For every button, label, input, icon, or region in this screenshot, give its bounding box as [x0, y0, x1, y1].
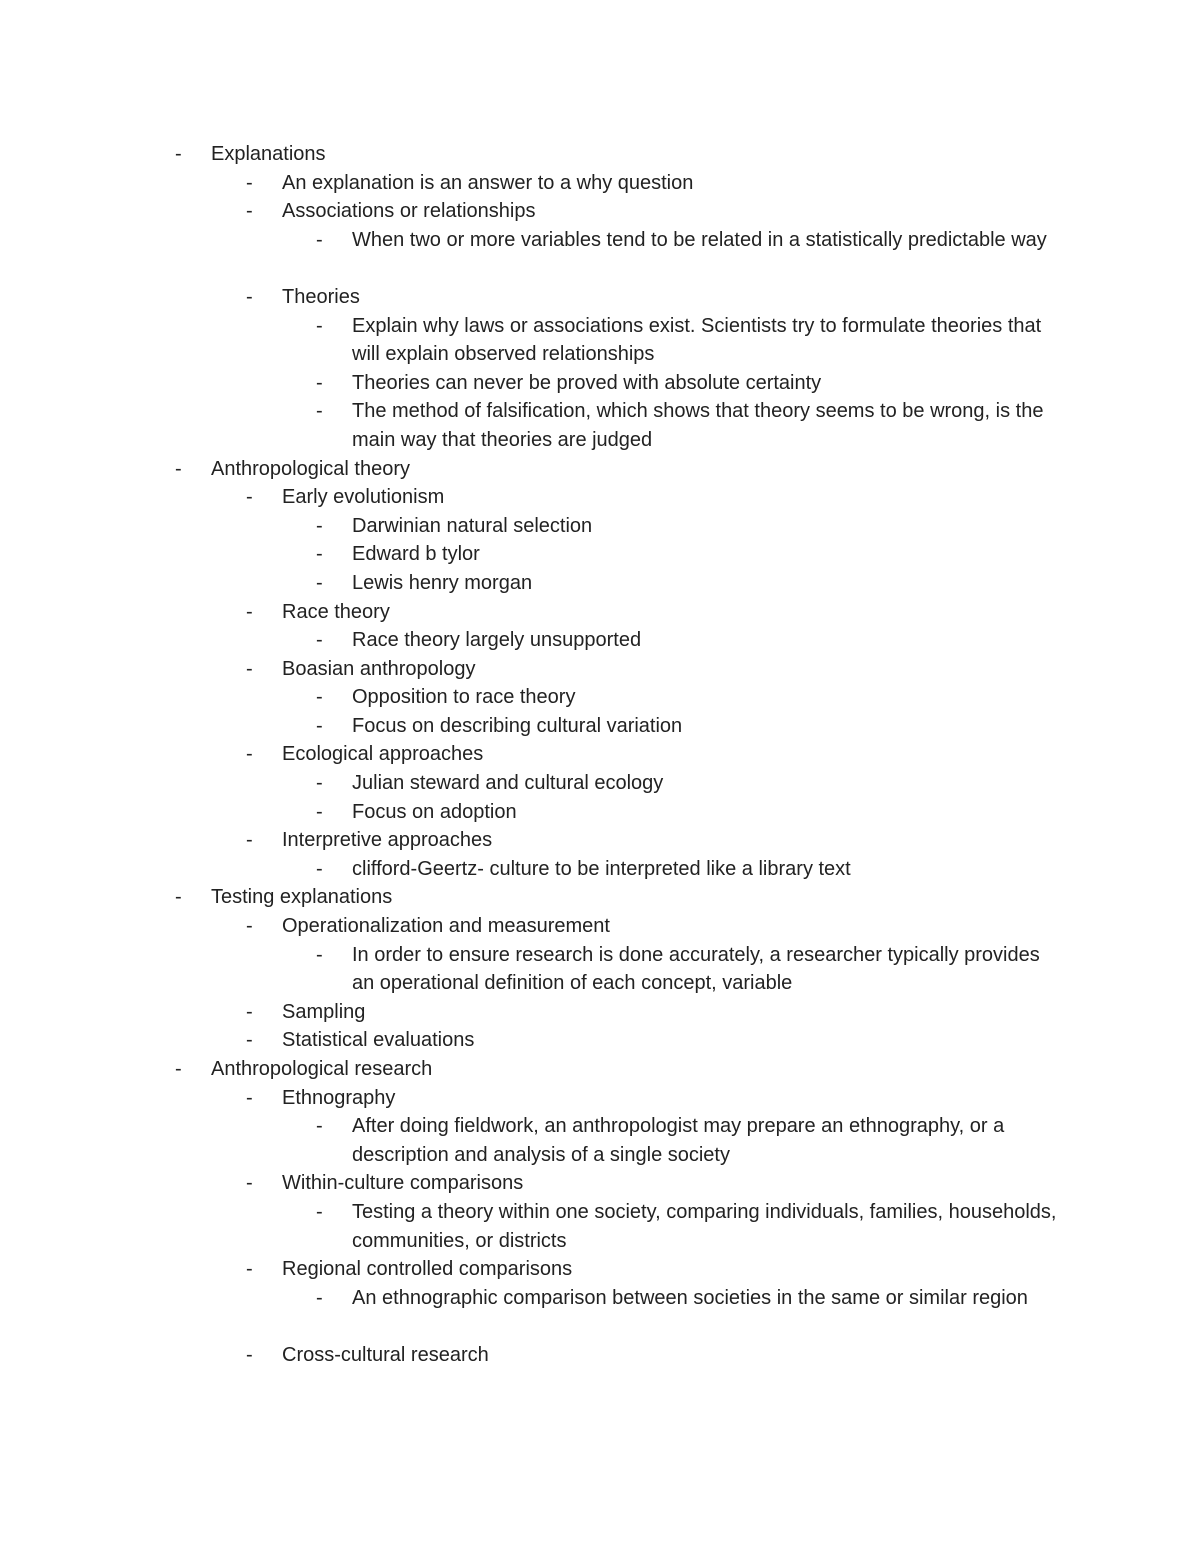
- outline-item-text: Focus on describing cultural variation: [352, 714, 683, 737]
- outline-item-text: An explanation is an answer to a why question: [282, 171, 694, 194]
- outline-item-text: An ethnographic comparison between societies in the same or similar region: [352, 1286, 1028, 1309]
- outline-item-level-1: [0, 1341, 1200, 1370]
- outline-item-level-2: [0, 855, 1200, 884]
- outline-item-level-2: [0, 683, 1200, 712]
- outline-item-text: Ecological approaches: [282, 743, 484, 766]
- outline-item-level-0: [0, 140, 1200, 169]
- bullet-dash: -: [316, 629, 323, 652]
- bullet-dash: -: [246, 486, 253, 509]
- bullet-dash: -: [246, 171, 253, 194]
- bullet-dash: -: [175, 1058, 182, 1080]
- outline-item-level-2: [0, 1284, 1200, 1341]
- outline-item-level-1: [0, 598, 1200, 627]
- outline-item-text: Lewis henry morgan: [352, 571, 533, 594]
- outline-item-text: After doing fieldwork, an anthropologist may prepare an ethnography, or a description and analysis of a single society: [352, 1115, 1005, 1166]
- outline-item-text: clifford-Geertz- culture to be interpreted like a library text: [352, 857, 851, 880]
- bullet-dash: -: [175, 886, 182, 909]
- bullet-dash: -: [316, 800, 323, 823]
- outline-item-text: Focus on adoption: [352, 800, 517, 823]
- outline-item-text: Explanations: [211, 143, 326, 165]
- outline-item-text: Testing explanations: [211, 886, 393, 909]
- bullet-dash: -: [316, 772, 323, 795]
- bullet-dash: -: [316, 514, 323, 537]
- outline-item-text: Anthropological theory: [211, 457, 411, 480]
- outline-item-level-2: [0, 712, 1200, 741]
- outline-item-level-1: [0, 998, 1200, 1027]
- outline-item-level-1: [0, 1255, 1200, 1284]
- outline-item-text: Associations or relationships: [282, 200, 536, 223]
- outline-item-level-2: [0, 569, 1200, 598]
- bullet-dash: -: [316, 686, 323, 709]
- outline-item-text: Anthropological research: [211, 1058, 433, 1080]
- bullet-dash: -: [246, 600, 253, 623]
- bullet-dash: -: [316, 543, 323, 566]
- outline-item-text: Within-culture comparisons: [282, 1172, 524, 1195]
- bullet-dash: -: [316, 571, 323, 594]
- outline-item-level-2: [0, 798, 1200, 827]
- outline-item-text: Cross-cultural research: [282, 1343, 489, 1366]
- outline-item-level-1: [0, 826, 1200, 855]
- outline-item-text: Ethnography: [282, 1086, 396, 1109]
- bullet-dash: -: [316, 714, 323, 737]
- outline-item-level-1: [0, 740, 1200, 769]
- bullet-dash: -: [316, 1200, 323, 1223]
- outline-item-level-1: [0, 655, 1200, 684]
- bullet-dash: -: [316, 400, 323, 423]
- outline-item-level-2: [0, 369, 1200, 398]
- notes-outline: [0, 140, 1200, 1370]
- bullet-dash: -: [316, 1115, 323, 1138]
- bullet-dash: -: [246, 1029, 253, 1052]
- outline-item-text: Testing a theory within one society, comparing individuals, families, households, communities, or districts: [352, 1200, 1057, 1252]
- outline-item-level-2: [0, 312, 1200, 369]
- outline-item-level-2: [0, 769, 1200, 798]
- outline-item-text: Edward b tylor: [352, 543, 480, 566]
- outline-item-text: Race theory largely unsupported: [352, 629, 642, 652]
- outline-item-text: Opposition to race theory: [352, 686, 576, 709]
- outline-item-text: Theories can never be proved with absolute certainty: [352, 371, 822, 394]
- outline-item-text: Early evolutionism: [282, 486, 445, 509]
- outline-item-level-1: [0, 912, 1200, 941]
- bullet-dash: -: [246, 1343, 253, 1366]
- outline-item-text: The method of falsification, which shows that theory seems to be wrong, is the main way that theories are judged: [352, 400, 1044, 451]
- outline-item-text: Interpretive approaches: [282, 829, 493, 852]
- outline-item-level-1: [0, 1026, 1200, 1055]
- outline-item-text: Explain why laws or associations exist. Scientists try to formulate theories that will explain observed relationships: [352, 314, 1042, 366]
- outline-item-level-2: [0, 941, 1200, 998]
- outline-item-level-0: [0, 883, 1200, 912]
- outline-item-text: When two or more variables tend to be related in a statistically predictable way: [352, 228, 1047, 251]
- outline-item-level-1: [0, 1084, 1200, 1113]
- bullet-dash: -: [246, 1000, 253, 1023]
- bullet-dash: -: [246, 1086, 253, 1109]
- outline-item-text: Boasian anthropology: [282, 657, 476, 680]
- bullet-dash: -: [246, 829, 253, 852]
- outline-item-level-2: [0, 1112, 1200, 1169]
- bullet-dash: -: [246, 285, 253, 308]
- bullet-dash: -: [175, 143, 182, 165]
- bullet-dash: -: [316, 857, 323, 880]
- outline-item-level-2: [0, 512, 1200, 541]
- outline-item-text: Darwinian natural selection: [352, 514, 593, 537]
- bullet-dash: -: [246, 1258, 253, 1281]
- outline-item-level-2: [0, 397, 1200, 454]
- outline-item-text: Sampling: [282, 1000, 366, 1023]
- outline-item-level-1: [0, 197, 1200, 226]
- bullet-dash: -: [246, 657, 253, 680]
- bullet-dash: -: [316, 371, 323, 394]
- bullet-dash: -: [316, 314, 323, 337]
- bullet-dash: -: [316, 1286, 323, 1309]
- bullet-dash: -: [246, 915, 253, 938]
- outline-item-text: Operationalization and measurement: [282, 915, 610, 938]
- bullet-dash: -: [246, 1172, 253, 1195]
- bullet-dash: -: [175, 457, 182, 480]
- bullet-dash: -: [246, 743, 253, 766]
- outline-item-level-1: [0, 283, 1200, 312]
- outline-item-text: Regional controlled comparisons: [282, 1258, 573, 1281]
- outline-item-level-1: [0, 483, 1200, 512]
- outline-item-text: Statistical evaluations: [282, 1029, 475, 1052]
- outline-item-level-2: [0, 226, 1200, 283]
- outline-item-level-0: [0, 1055, 1200, 1084]
- outline-item-text: Race theory: [282, 600, 390, 623]
- outline-item-text: Theories: [282, 285, 360, 308]
- outline-item-text: Julian steward and cultural ecology: [352, 772, 664, 795]
- outline-item-level-0: [0, 455, 1200, 484]
- outline-item-level-2: [0, 540, 1200, 569]
- bullet-dash: -: [246, 200, 253, 223]
- outline-item-level-2: [0, 626, 1200, 655]
- outline-item-level-1: [0, 169, 1200, 198]
- bullet-dash: -: [316, 943, 323, 966]
- outline-item-level-2: [0, 1198, 1200, 1255]
- outline-item-level-1: [0, 1169, 1200, 1198]
- outline-item-text: In order to ensure research is done accurately, a researcher typically provides an operational definition of each concept, variable: [352, 943, 1040, 995]
- bullet-dash: -: [316, 228, 323, 251]
